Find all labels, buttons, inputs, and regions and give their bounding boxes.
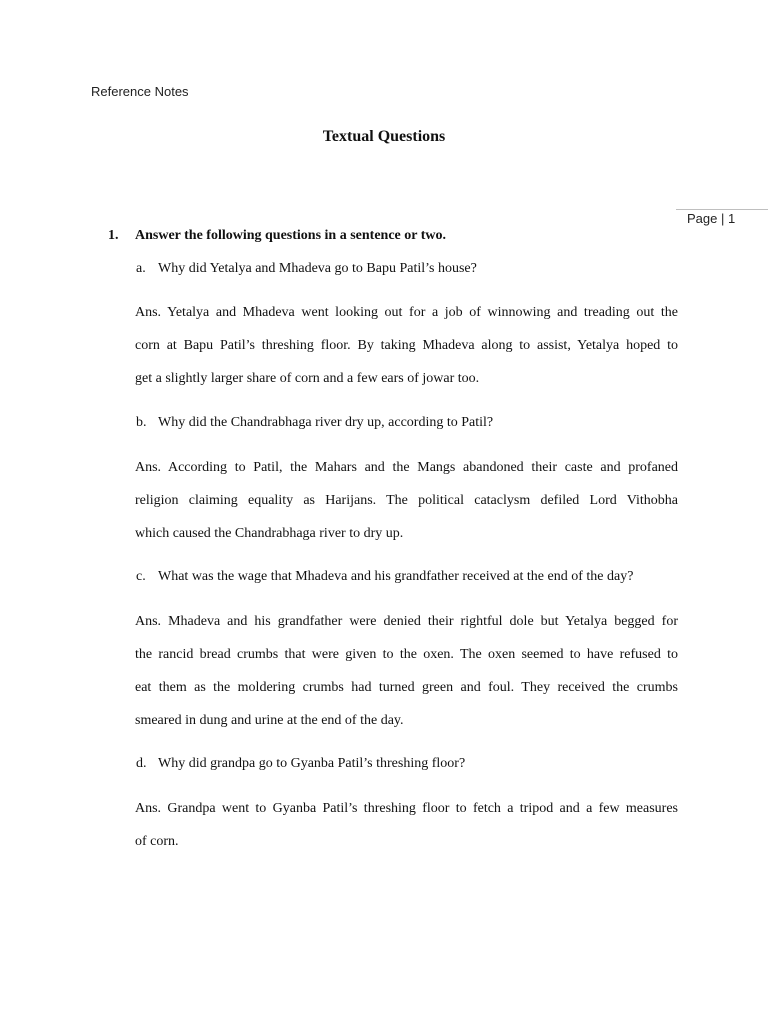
question-b	[136, 415, 493, 431]
answer-c	[135, 605, 678, 737]
answer-line: eat them as the moldering crumbs had turned green and foul. They received the crumbs	[135, 680, 678, 695]
answer-line: smeared in dung and urine at the end of the day.	[135, 713, 404, 728]
answer-line: of corn.	[135, 834, 179, 849]
document-title: Textual Questions	[322, 128, 446, 145]
answer-line: which caused the Chandrabhaga river to dry up.	[135, 526, 404, 541]
question-letter: c.	[136, 569, 146, 584]
answer-line: Ans. Mhadeva and his grandfather were denied their rightful dole but Yetalya begged for	[135, 614, 678, 629]
question-a	[136, 261, 477, 277]
answer-a	[135, 296, 678, 395]
answer-line: Ans. Grandpa went to Gyanba Patil’s threshing floor to fetch a tripod and a few measures	[135, 801, 678, 816]
page-number: Page | 1	[687, 211, 736, 226]
question-letter: d.	[136, 756, 147, 771]
answer-line: the rancid bread crumbs that were given to the oxen. The oxen seemed to have refused to	[135, 647, 678, 662]
answer-b	[135, 451, 678, 550]
answer-line: corn at Bapu Patil’s threshing floor. By taking Mhadeva along to assist, Yetalya hoped to	[135, 338, 678, 353]
answer-line: get a slightly larger share of corn and a few ears of jowar too.	[135, 371, 480, 386]
section-number: 1.	[108, 228, 119, 243]
page-number-rule	[676, 209, 768, 210]
answer-line: Ans. Yetalya and Mhadeva went looking out for a job of winnowing and treading out the	[135, 305, 678, 320]
question-letter: b.	[136, 415, 147, 430]
question-text: Why did grandpa go to Gyanba Patil’s threshing floor?	[158, 756, 466, 771]
question-text: Why did Yetalya and Mhadeva go to Bapu Patil’s house?	[158, 261, 477, 276]
question-c	[136, 569, 633, 585]
section-heading: Answer the following questions in a sentence or two.	[135, 228, 446, 243]
answer-d	[135, 792, 678, 858]
question-text: Why did the Chandrabhaga river dry up, according to Patil?	[158, 415, 494, 430]
document-header: Reference Notes	[91, 84, 189, 99]
answer-line: religion claiming equality as Harijans. The political cataclysm defiled Lord Vithobha	[135, 493, 678, 508]
question-d	[136, 756, 465, 772]
question-letter: a.	[136, 261, 146, 276]
answer-line: Ans. According to Patil, the Mahars and the Mangs abandoned their caste and profaned	[135, 460, 678, 475]
question-text: What was the wage that Mhadeva and his grandfather received at the end of the day?	[158, 569, 634, 584]
